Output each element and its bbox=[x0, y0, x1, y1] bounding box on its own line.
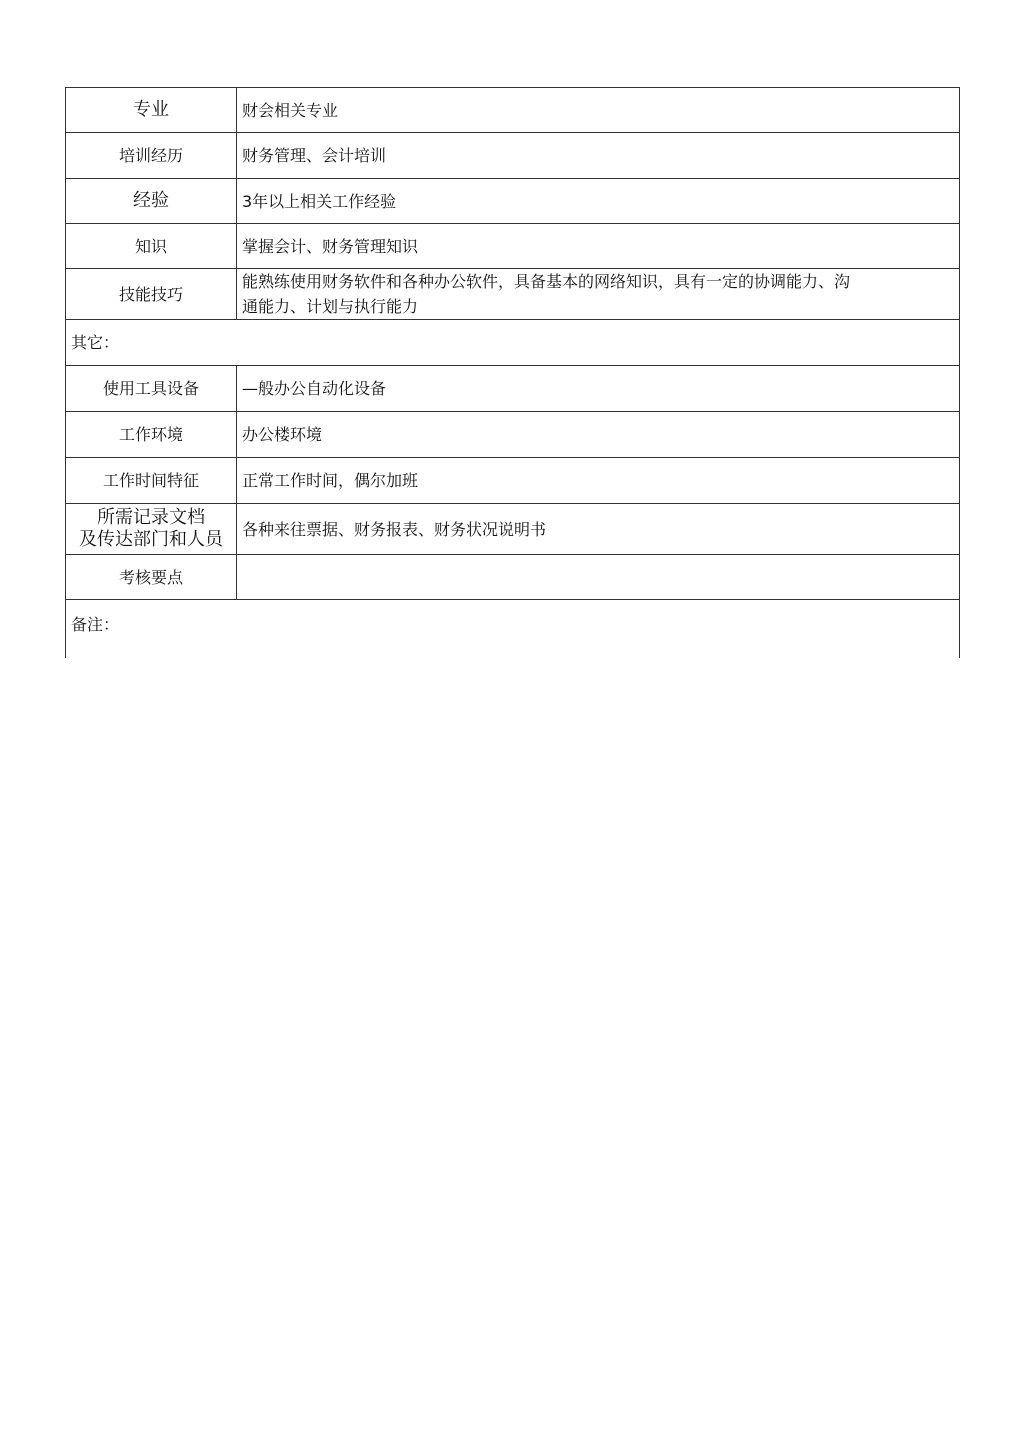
other-section-label: 其它： bbox=[66, 320, 960, 366]
row-label-work-time: 工作时间特征 bbox=[66, 458, 237, 504]
row-value-environment: 办公楼环境 bbox=[237, 412, 960, 458]
row-value-major: 财会相关专业 bbox=[237, 88, 960, 133]
row-label-assessment: 考核要点 bbox=[66, 555, 237, 600]
row-label-experience: 经验 bbox=[66, 179, 237, 224]
row-value-documents: 各种来往票据、财务报表、财务状况说明书 bbox=[237, 504, 960, 555]
job-spec-document bbox=[65, 87, 960, 658]
table-row bbox=[66, 179, 960, 224]
table-row bbox=[66, 555, 960, 600]
table-row bbox=[66, 366, 960, 412]
row-label-major: 专业 bbox=[66, 88, 237, 133]
skills-line-1: 能熟练使用财务软件和各种办公软件，具备基本的网络知识，具有一定的协调能力、沟 bbox=[242, 272, 851, 291]
table-row bbox=[66, 88, 960, 133]
row-value-experience: 3年以上相关工作经验 bbox=[237, 179, 960, 224]
row-label-environment: 工作环境 bbox=[66, 412, 237, 458]
job-spec-table bbox=[65, 87, 960, 658]
documents-label-line-1: 所需记录文档 bbox=[97, 507, 205, 528]
table-row bbox=[66, 412, 960, 458]
row-value-knowledge: 掌握会计、财务管理知识 bbox=[237, 224, 960, 269]
table-row bbox=[66, 133, 960, 179]
table-row bbox=[66, 269, 960, 320]
table-row bbox=[66, 504, 960, 555]
table-row bbox=[66, 600, 960, 659]
row-label-skills: 技能技巧 bbox=[66, 269, 237, 320]
table-row bbox=[66, 224, 960, 269]
row-label-tools: 使用工具设备 bbox=[66, 366, 237, 412]
row-label-knowledge: 知识 bbox=[66, 224, 237, 269]
row-value-work-time: 正常工作时间，偶尔加班 bbox=[237, 458, 960, 504]
row-label-training: 培训经历 bbox=[66, 133, 237, 179]
row-value-tools: —般办公自动化设备 bbox=[237, 366, 960, 412]
remarks-label: 备注： bbox=[66, 600, 960, 659]
skills-line-2: 通能力、计划与执行能力 bbox=[242, 297, 419, 316]
row-value-assessment bbox=[237, 555, 960, 600]
row-value-skills bbox=[237, 269, 960, 320]
row-label-documents bbox=[66, 504, 237, 555]
documents-label-line-2: 及传达部门和人员 bbox=[79, 529, 223, 550]
row-value-training: 财务管理、会计培训 bbox=[237, 133, 960, 179]
table-row bbox=[66, 320, 960, 366]
table-row bbox=[66, 458, 960, 504]
